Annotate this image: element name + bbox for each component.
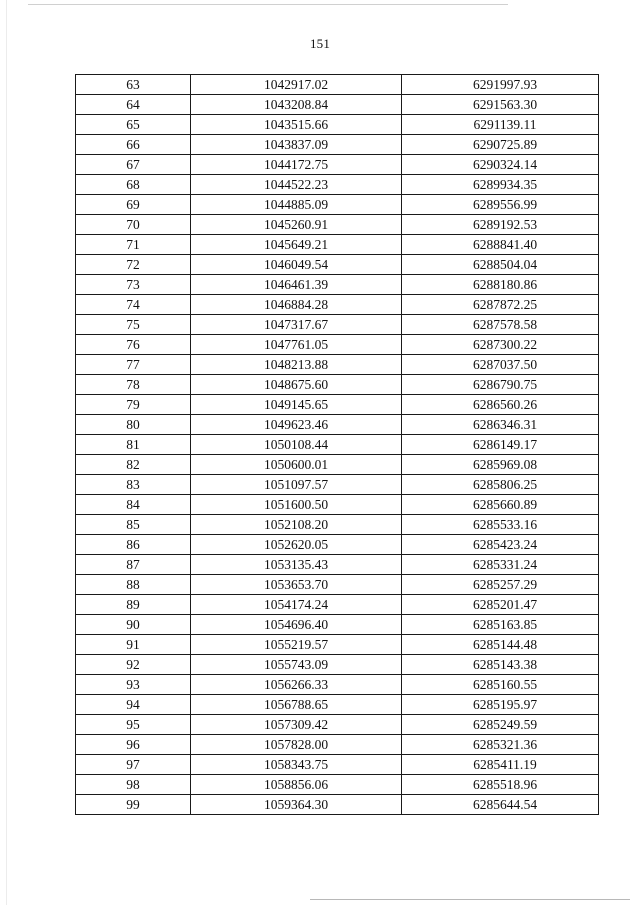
y-coordinate-cell: 6287872.25: [402, 295, 599, 315]
point-number-cell: 86: [76, 535, 191, 555]
x-coordinate-cell: 1047761.05: [191, 335, 402, 355]
y-coordinate-cell: 6285423.24: [402, 535, 599, 555]
x-coordinate-cell: 1043515.66: [191, 115, 402, 135]
y-coordinate-cell: 6285249.59: [402, 715, 599, 735]
scan-bottom-line: [310, 899, 630, 900]
table-row: [76, 675, 599, 695]
x-coordinate-cell: 1045649.21: [191, 235, 402, 255]
table-row: [76, 595, 599, 615]
table-row: [76, 655, 599, 675]
point-number-cell: 68: [76, 175, 191, 195]
y-coordinate-cell: 6290324.14: [402, 155, 599, 175]
point-number-cell: 94: [76, 695, 191, 715]
y-coordinate-cell: 6288504.04: [402, 255, 599, 275]
y-coordinate-cell: 6285143.38: [402, 655, 599, 675]
point-number-cell: 69: [76, 195, 191, 215]
point-number-cell: 98: [76, 775, 191, 795]
x-coordinate-cell: 1046049.54: [191, 255, 402, 275]
x-coordinate-cell: 1054174.24: [191, 595, 402, 615]
coordinates-table-body: [76, 75, 599, 815]
y-coordinate-cell: 6288180.86: [402, 275, 599, 295]
point-number-cell: 99: [76, 795, 191, 815]
x-coordinate-cell: 1050600.01: [191, 455, 402, 475]
x-coordinate-cell: 1058343.75: [191, 755, 402, 775]
table-row: [76, 175, 599, 195]
point-number-cell: 72: [76, 255, 191, 275]
x-coordinate-cell: 1048675.60: [191, 375, 402, 395]
table-row: [76, 735, 599, 755]
x-coordinate-cell: 1055743.09: [191, 655, 402, 675]
point-number-cell: 93: [76, 675, 191, 695]
table-row: [76, 795, 599, 815]
table-row: [76, 495, 599, 515]
point-number-cell: 73: [76, 275, 191, 295]
point-number-cell: 89: [76, 595, 191, 615]
point-number-cell: 65: [76, 115, 191, 135]
y-coordinate-cell: 6286560.26: [402, 395, 599, 415]
point-number-cell: 81: [76, 435, 191, 455]
y-coordinate-cell: 6285160.55: [402, 675, 599, 695]
table-row: [76, 755, 599, 775]
point-number-cell: 84: [76, 495, 191, 515]
point-number-cell: 88: [76, 575, 191, 595]
table-row: [76, 395, 599, 415]
point-number-cell: 90: [76, 615, 191, 635]
y-coordinate-cell: 6285660.89: [402, 495, 599, 515]
y-coordinate-cell: 6287578.58: [402, 315, 599, 335]
table-row: [76, 315, 599, 335]
x-coordinate-cell: 1051097.57: [191, 475, 402, 495]
table-row: [76, 195, 599, 215]
point-number-cell: 66: [76, 135, 191, 155]
table-row: [76, 75, 599, 95]
point-number-cell: 77: [76, 355, 191, 375]
y-coordinate-cell: 6285518.96: [402, 775, 599, 795]
scan-top-line: [28, 4, 508, 5]
y-coordinate-cell: 6290725.89: [402, 135, 599, 155]
y-coordinate-cell: 6289934.35: [402, 175, 599, 195]
x-coordinate-cell: 1043837.09: [191, 135, 402, 155]
y-coordinate-cell: 6291997.93: [402, 75, 599, 95]
x-coordinate-cell: 1045260.91: [191, 215, 402, 235]
point-number-cell: 97: [76, 755, 191, 775]
x-coordinate-cell: 1056788.65: [191, 695, 402, 715]
table-row: [76, 255, 599, 275]
table-row: [76, 475, 599, 495]
x-coordinate-cell: 1055219.57: [191, 635, 402, 655]
x-coordinate-cell: 1044522.23: [191, 175, 402, 195]
y-coordinate-cell: 6291139.11: [402, 115, 599, 135]
y-coordinate-cell: 6286790.75: [402, 375, 599, 395]
x-coordinate-cell: 1047317.67: [191, 315, 402, 335]
y-coordinate-cell: 6286149.17: [402, 435, 599, 455]
x-coordinate-cell: 1056266.33: [191, 675, 402, 695]
x-coordinate-cell: 1050108.44: [191, 435, 402, 455]
table-row: [76, 275, 599, 295]
y-coordinate-cell: 6285163.85: [402, 615, 599, 635]
table-row: [76, 295, 599, 315]
table-row: [76, 535, 599, 555]
y-coordinate-cell: 6286346.31: [402, 415, 599, 435]
y-coordinate-cell: 6287300.22: [402, 335, 599, 355]
point-number-cell: 71: [76, 235, 191, 255]
x-coordinate-cell: 1053653.70: [191, 575, 402, 595]
x-coordinate-cell: 1046461.39: [191, 275, 402, 295]
x-coordinate-cell: 1057828.00: [191, 735, 402, 755]
point-number-cell: 78: [76, 375, 191, 395]
x-coordinate-cell: 1046884.28: [191, 295, 402, 315]
y-coordinate-cell: 6285321.36: [402, 735, 599, 755]
point-number-cell: 70: [76, 215, 191, 235]
table-row: [76, 575, 599, 595]
table-row: [76, 515, 599, 535]
x-coordinate-cell: 1049623.46: [191, 415, 402, 435]
x-coordinate-cell: 1053135.43: [191, 555, 402, 575]
table-row: [76, 715, 599, 735]
table-row: [76, 775, 599, 795]
table-row: [76, 355, 599, 375]
y-coordinate-cell: 6285195.97: [402, 695, 599, 715]
x-coordinate-cell: 1054696.40: [191, 615, 402, 635]
table-row: [76, 435, 599, 455]
table-row: [76, 635, 599, 655]
page-number: 151: [309, 36, 331, 51]
x-coordinate-cell: 1048213.88: [191, 355, 402, 375]
x-coordinate-cell: 1051600.50: [191, 495, 402, 515]
point-number-cell: 67: [76, 155, 191, 175]
y-coordinate-cell: 6287037.50: [402, 355, 599, 375]
y-coordinate-cell: 6285201.47: [402, 595, 599, 615]
y-coordinate-cell: 6285331.24: [402, 555, 599, 575]
point-number-cell: 80: [76, 415, 191, 435]
y-coordinate-cell: 6285969.08: [402, 455, 599, 475]
table-row: [76, 215, 599, 235]
point-number-cell: 63: [76, 75, 191, 95]
x-coordinate-cell: 1057309.42: [191, 715, 402, 735]
table-row: [76, 455, 599, 475]
table-row: [76, 235, 599, 255]
point-number-cell: 75: [76, 315, 191, 335]
x-coordinate-cell: 1044172.75: [191, 155, 402, 175]
point-number-cell: 92: [76, 655, 191, 675]
point-number-cell: 96: [76, 735, 191, 755]
y-coordinate-cell: 6285644.54: [402, 795, 599, 815]
y-coordinate-cell: 6285533.16: [402, 515, 599, 535]
x-coordinate-cell: 1049145.65: [191, 395, 402, 415]
point-number-cell: 83: [76, 475, 191, 495]
table-row: [76, 155, 599, 175]
point-number-cell: 76: [76, 335, 191, 355]
table-row: [76, 375, 599, 395]
y-coordinate-cell: 6285144.48: [402, 635, 599, 655]
point-number-cell: 79: [76, 395, 191, 415]
x-coordinate-cell: 1052108.20: [191, 515, 402, 535]
point-number-cell: 91: [76, 635, 191, 655]
table-row: [76, 695, 599, 715]
x-coordinate-cell: 1042917.02: [191, 75, 402, 95]
y-coordinate-cell: 6285806.25: [402, 475, 599, 495]
table-row: [76, 95, 599, 115]
point-number-cell: 85: [76, 515, 191, 535]
table-row: [76, 335, 599, 355]
point-number-cell: 87: [76, 555, 191, 575]
table-row: [76, 115, 599, 135]
table-row: [76, 135, 599, 155]
y-coordinate-cell: 6289556.99: [402, 195, 599, 215]
y-coordinate-cell: 6289192.53: [402, 215, 599, 235]
y-coordinate-cell: 6288841.40: [402, 235, 599, 255]
x-coordinate-cell: 1052620.05: [191, 535, 402, 555]
y-coordinate-cell: 6285411.19: [402, 755, 599, 775]
coordinates-table: [75, 74, 599, 815]
table-row: [76, 415, 599, 435]
x-coordinate-cell: 1044885.09: [191, 195, 402, 215]
x-coordinate-cell: 1058856.06: [191, 775, 402, 795]
point-number-cell: 74: [76, 295, 191, 315]
point-number-cell: 64: [76, 95, 191, 115]
y-coordinate-cell: 6285257.29: [402, 575, 599, 595]
point-number-cell: 82: [76, 455, 191, 475]
x-coordinate-cell: 1043208.84: [191, 95, 402, 115]
table-row: [76, 555, 599, 575]
point-number-cell: 95: [76, 715, 191, 735]
y-coordinate-cell: 6291563.30: [402, 95, 599, 115]
scan-left-edge: [6, 0, 7, 905]
x-coordinate-cell: 1059364.30: [191, 795, 402, 815]
table-row: [76, 615, 599, 635]
